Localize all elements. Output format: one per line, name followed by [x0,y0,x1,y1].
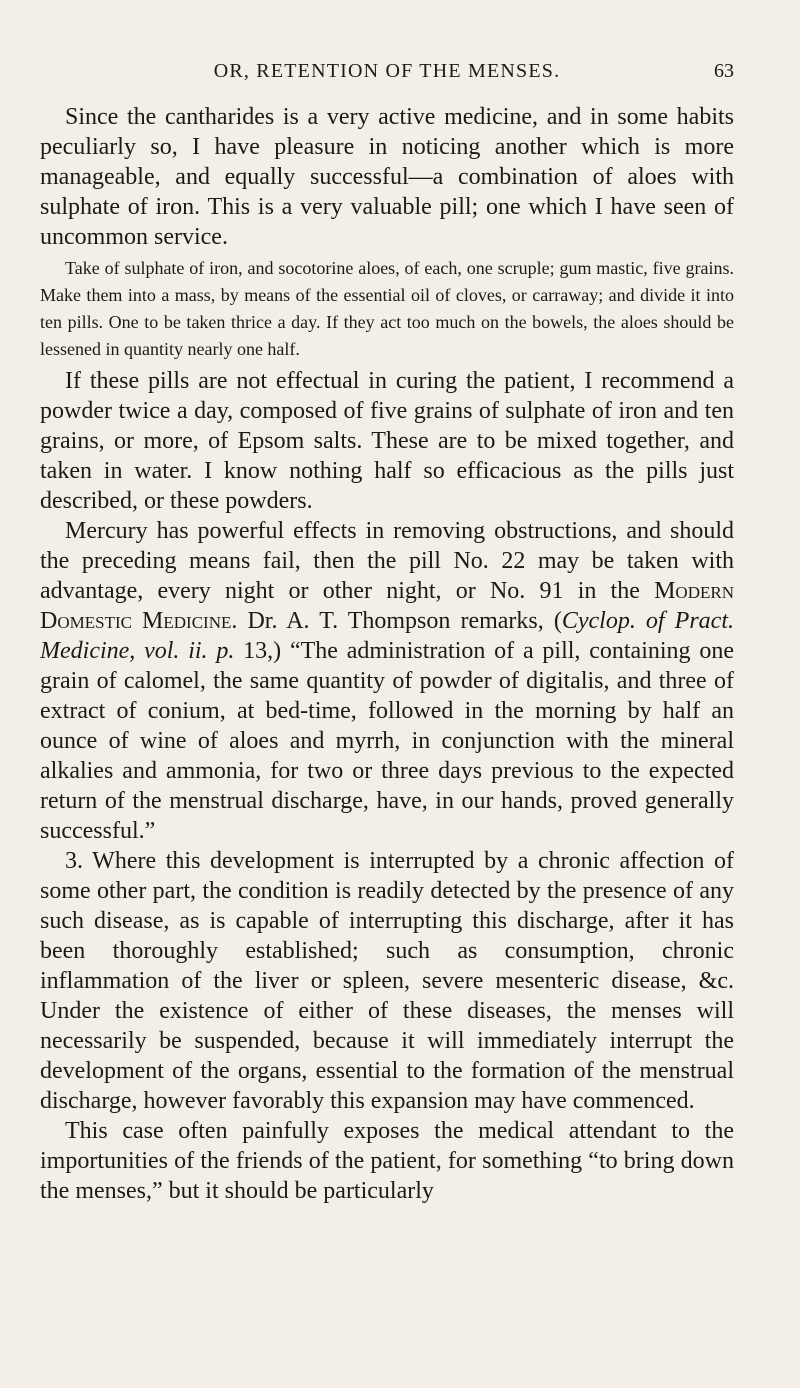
book-title: Modern Domestic Medicine [40,578,734,634]
mercury-text-end: 13,) “The administration of a pill, containing one grain of calomel, the same quantity of powder of digitalis, and three of extract of conium, at bed-time, followed in the morning by half an ounce of wine of aloes and myrrh, in conjunction with the mineral alkalies and ammonia, for two or three days previous to the expected return of the menstrual discharge, have, in our hands, proved generally successful.” [40,638,734,844]
running-head [40,60,734,90]
recipe-paragraph: Take of sulphate of iron, and socotorine aloes, of each, one scruple; gum mastic, five grains. Make them into a mass, by means of the essential oil of cloves, or carraway; and divide it into ten pills. One to be taken thrice a day. If they act too much on the bowels, the aloes should be lessened in quantity nearly one half. [40,258,734,359]
citation: Cyclop. of Pract. Medicine, vol. ii. p. [40,608,734,664]
page-number: 63 [714,60,734,82]
paragraph-aloes-iron: Since the cantharides is a very active medicine, and in some habits peculiarly so, I have pleasure in noticing another which is more manageable, and equally successful—a combination of aloes with sulphate of iron. This is a very valuable pill; one which I have seen of uncommon service. [40,104,734,250]
paragraph-chronic-affection: 3. Where this development is interrupted by a chronic affection of some other part, the condition is readily detected by the presence of any such disease, as is capable of interrupting this discharge, after it has been thoroughly established; such as consumption, chronic inflammation of the liver or spleen, severe mesenteric disease, &c. Under the existence of either of these diseases, the menses will necessarily be suspended, because it will immediately interrupt the development of the organs, essential to the formation of the menstrual discharge, however favorably this expansion may have commenced. [40,848,734,1114]
mercury-text-mid: . Dr. A. T. Thompson remarks, ( [231,608,562,634]
paragraph-powders: If these pills are not effectual in curing the patient, I recommend a powder twice a day, composed of five grains of sulphate of iron and ten grains, or more, of Epsom salts. These are to be mixed together, and taken in water. I know nothing half so efficacious as the pills just described, or these powders. [40,368,734,514]
running-head-title: OR, RETENTION OF THE MENSES. [213,60,561,82]
body-text [40,102,734,1206]
mercury-text-start: Mercury has powerful effects in removing obstructions, and should the preceding means fail, then the pill No. 22 may be taken with advantage, every night or other night, or No. 91 in the [40,518,734,604]
paragraph-importunities: This case often painfully exposes the medical attendant to the importunities of the friends of the patient, for something “to bring down the menses,” but it should be particularly [40,1118,734,1204]
paragraph-mercury [40,516,734,846]
